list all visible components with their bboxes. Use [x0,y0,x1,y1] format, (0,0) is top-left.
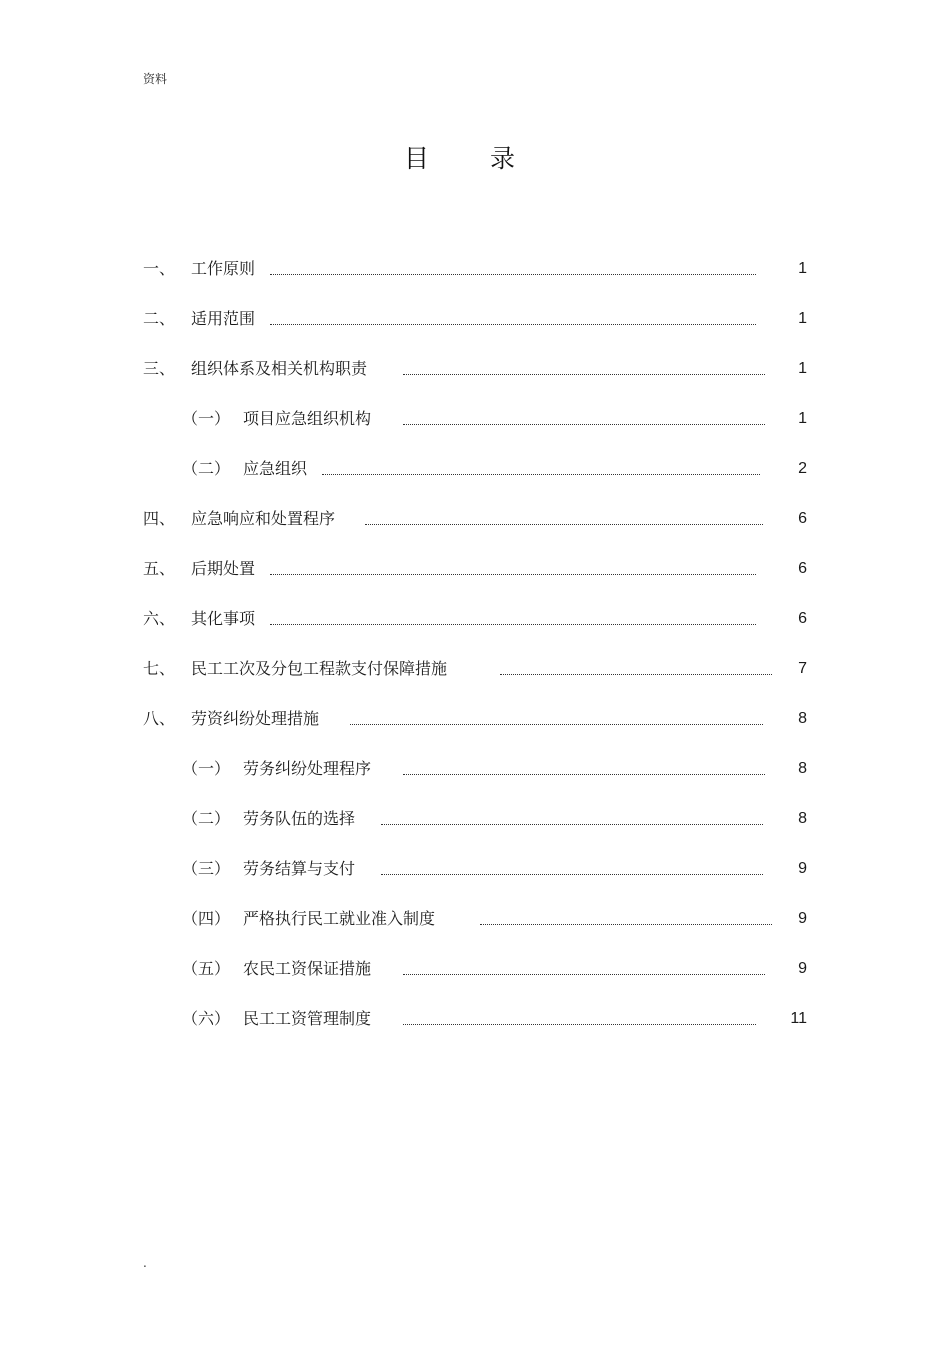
toc-entry[interactable] [0,307,950,331]
toc-entry[interactable] [0,507,950,531]
toc-dot-leader [403,357,765,381]
toc-entry-title: 适用范围 [191,309,256,328]
toc-dot-leader [270,557,756,581]
toc-entry-title: 组织体系及相关机构职责 [191,359,368,378]
toc-dot-leader [403,1007,756,1031]
toc-entry[interactable] [0,257,950,281]
footer-mark: . [143,1256,147,1270]
toc-entry-title: 其化事项 [191,609,256,628]
toc-dot-leader [403,757,765,781]
toc-entry-number: （三） [182,859,231,878]
toc-entry[interactable] [0,807,950,831]
toc-dot-leader [480,907,772,931]
toc-entry-page: 1 [798,410,807,427]
toc-dot-leader [403,407,765,431]
header-label: 资料 [143,72,168,86]
toc-entry[interactable] [0,1007,950,1031]
toc-dot-leader [381,807,763,831]
toc-entry-number: 三、 [143,359,176,378]
toc-entry-number: 八、 [143,709,176,728]
toc-entry[interactable] [0,657,950,681]
toc-dot-leader [381,857,763,881]
toc-entry-page: 8 [798,760,807,777]
toc-entry-page: 1 [798,310,807,327]
toc-entry[interactable] [0,607,950,631]
toc-entry-number: 一、 [143,259,176,278]
toc-entry-page: 1 [798,260,807,277]
toc-entry-number: （一） [182,409,231,428]
toc-dot-leader [403,957,765,981]
toc-entry-number: （六） [182,1009,231,1028]
toc-entry-page: 6 [798,560,807,577]
toc-entry-title: 民工工次及分包工程款支付保障措施 [191,659,448,678]
toc-entry-title: 农民工资保证措施 [243,959,372,978]
toc-entry-page: 8 [798,710,807,727]
toc-entry-number: 五、 [143,559,176,578]
toc-entry-number: 六、 [143,609,176,628]
toc-entry-title: 应急组织 [243,459,308,478]
toc-entry-page: 6 [798,510,807,527]
toc-dot-leader [365,507,763,531]
toc-entry-page: 9 [798,960,807,977]
toc-entry-page: 6 [798,610,807,627]
toc-entry-title: 劳资纠纷处理措施 [191,709,320,728]
toc-entry-title: 严格执行民工就业准入制度 [243,909,436,928]
toc-entry[interactable] [0,457,950,481]
toc-dot-leader [350,707,763,731]
toc-entry-title: 后期处置 [191,559,256,578]
toc-dot-leader [270,257,756,281]
toc-entry-page: 8 [798,810,807,827]
toc-entry[interactable] [0,557,950,581]
toc-entry-title: 民工工资管理制度 [243,1009,372,1028]
toc-entry-number: （二） [182,459,231,478]
toc-entry-page: 11 [790,1010,807,1027]
toc-entry-number: 二、 [143,309,176,328]
toc-entry[interactable] [0,857,950,881]
toc-entry-title: 劳务纠纷处理程序 [243,759,372,778]
toc-entry-number: 四、 [143,509,176,528]
toc-entry-page: 9 [798,910,807,927]
page-title-char-1: 目 [404,144,430,173]
toc-entry-number: （一） [182,759,231,778]
toc-entry[interactable] [0,357,950,381]
toc-entry-title: 劳务队伍的选择 [243,809,356,828]
toc-entry[interactable] [0,757,950,781]
toc-entry[interactable] [0,407,950,431]
toc-entry-title: 项目应急组织机构 [243,409,372,428]
toc-dot-leader [500,657,772,681]
toc-entry-page: 1 [798,360,807,377]
page-title-char-2: 录 [490,144,516,173]
toc-dot-leader [270,607,756,631]
toc-entry-number: （五） [182,959,231,978]
toc-entry-page: 7 [798,660,807,677]
toc-dot-leader [270,307,756,331]
toc-entry[interactable] [0,907,950,931]
toc-entry[interactable] [0,707,950,731]
toc-entry-number: 七、 [143,659,176,678]
toc-entry-page: 9 [798,860,807,877]
toc-entry-page: 2 [798,460,807,477]
toc-entry-number: （二） [182,809,231,828]
toc-entry-title: 劳务结算与支付 [243,859,356,878]
toc-dot-leader [322,457,760,481]
toc-entry-title: 应急响应和处置程序 [191,509,336,528]
toc-entry-title: 工作原则 [191,259,256,278]
toc-entry-number: （四） [182,909,231,928]
toc-entry[interactable] [0,957,950,981]
